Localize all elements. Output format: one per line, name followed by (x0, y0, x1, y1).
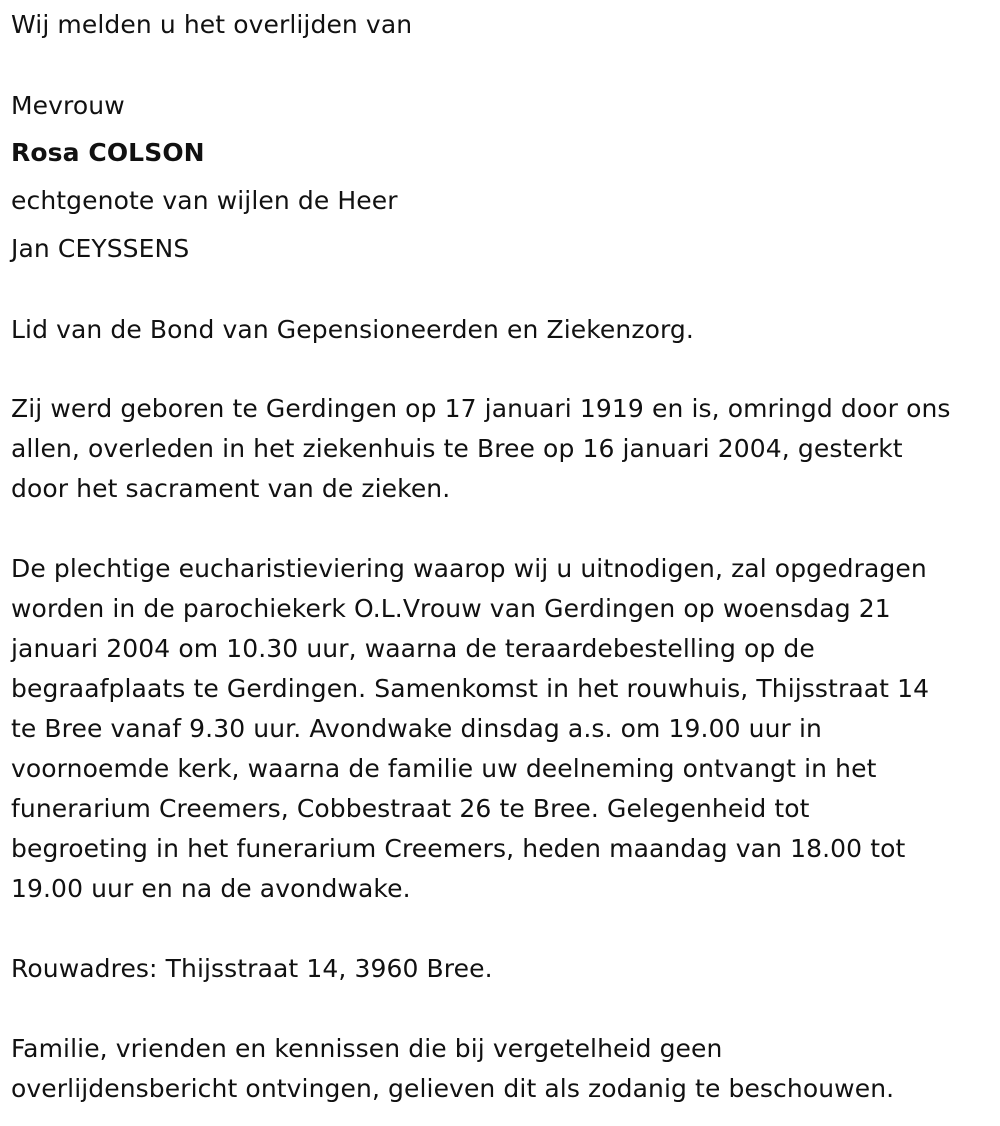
birth-death-line: Zij werd geboren te Gerdingen op 17 januari 1919 en is, omringd door ons (11, 394, 951, 423)
birth-death-line: allen, overleden in het ziekenhuis te Bree op 16 januari 2004, gesterkt (11, 434, 903, 463)
closing-line: overlijdensbericht ontvingen, gelieven dit als zodanig te beschouwen. (11, 1074, 895, 1103)
ceremony-line: januari 2004 om 10.30 uur, waarna de teraardebestelling op de (11, 634, 815, 663)
spouse-name: Jan CEYSSENS (11, 234, 190, 263)
intro-text: Wij melden u het overlijden van (11, 10, 413, 39)
ceremony-line: worden in de parochiekerk O.L.Vrouw van Gerdingen op woensdag 21 (11, 594, 891, 623)
ceremony-line: 19.00 uur en na de avondwake. (11, 874, 411, 903)
salutation: Mevrouw (11, 91, 125, 120)
ceremony-line: begroeting in het funerarium Creemers, heden maandag van 18.00 tot (11, 834, 906, 863)
birth-death-line: door het sacrament van de zieken. (11, 474, 451, 503)
deceased-name: Rosa COLSON (11, 138, 205, 167)
address-text: Rouwadres: Thijsstraat 14, 3960 Bree. (11, 954, 493, 983)
closing-line: Familie, vrienden en kennissen die bij vergetelheid geen (11, 1034, 723, 1063)
spouse-line: echtgenote van wijlen de Heer (11, 186, 398, 215)
ceremony-line: voornoemde kerk, waarna de familie uw deelneming ontvangt in het (11, 754, 877, 783)
ceremony-line: De plechtige eucharistieviering waarop wij u uitnodigen, zal opgedragen (11, 554, 927, 583)
ceremony-line: funerarium Creemers, Cobbestraat 26 te Bree. Gelegenheid tot (11, 794, 810, 823)
membership-text: Lid van de Bond van Gepensioneerden en Ziekenzorg. (11, 315, 694, 344)
ceremony-line: begraafplaats te Gerdingen. Samenkomst in het rouwhuis, Thijsstraat 14 (11, 674, 930, 703)
ceremony-line: te Bree vanaf 9.30 uur. Avondwake dinsdag a.s. om 19.00 uur in (11, 714, 822, 743)
